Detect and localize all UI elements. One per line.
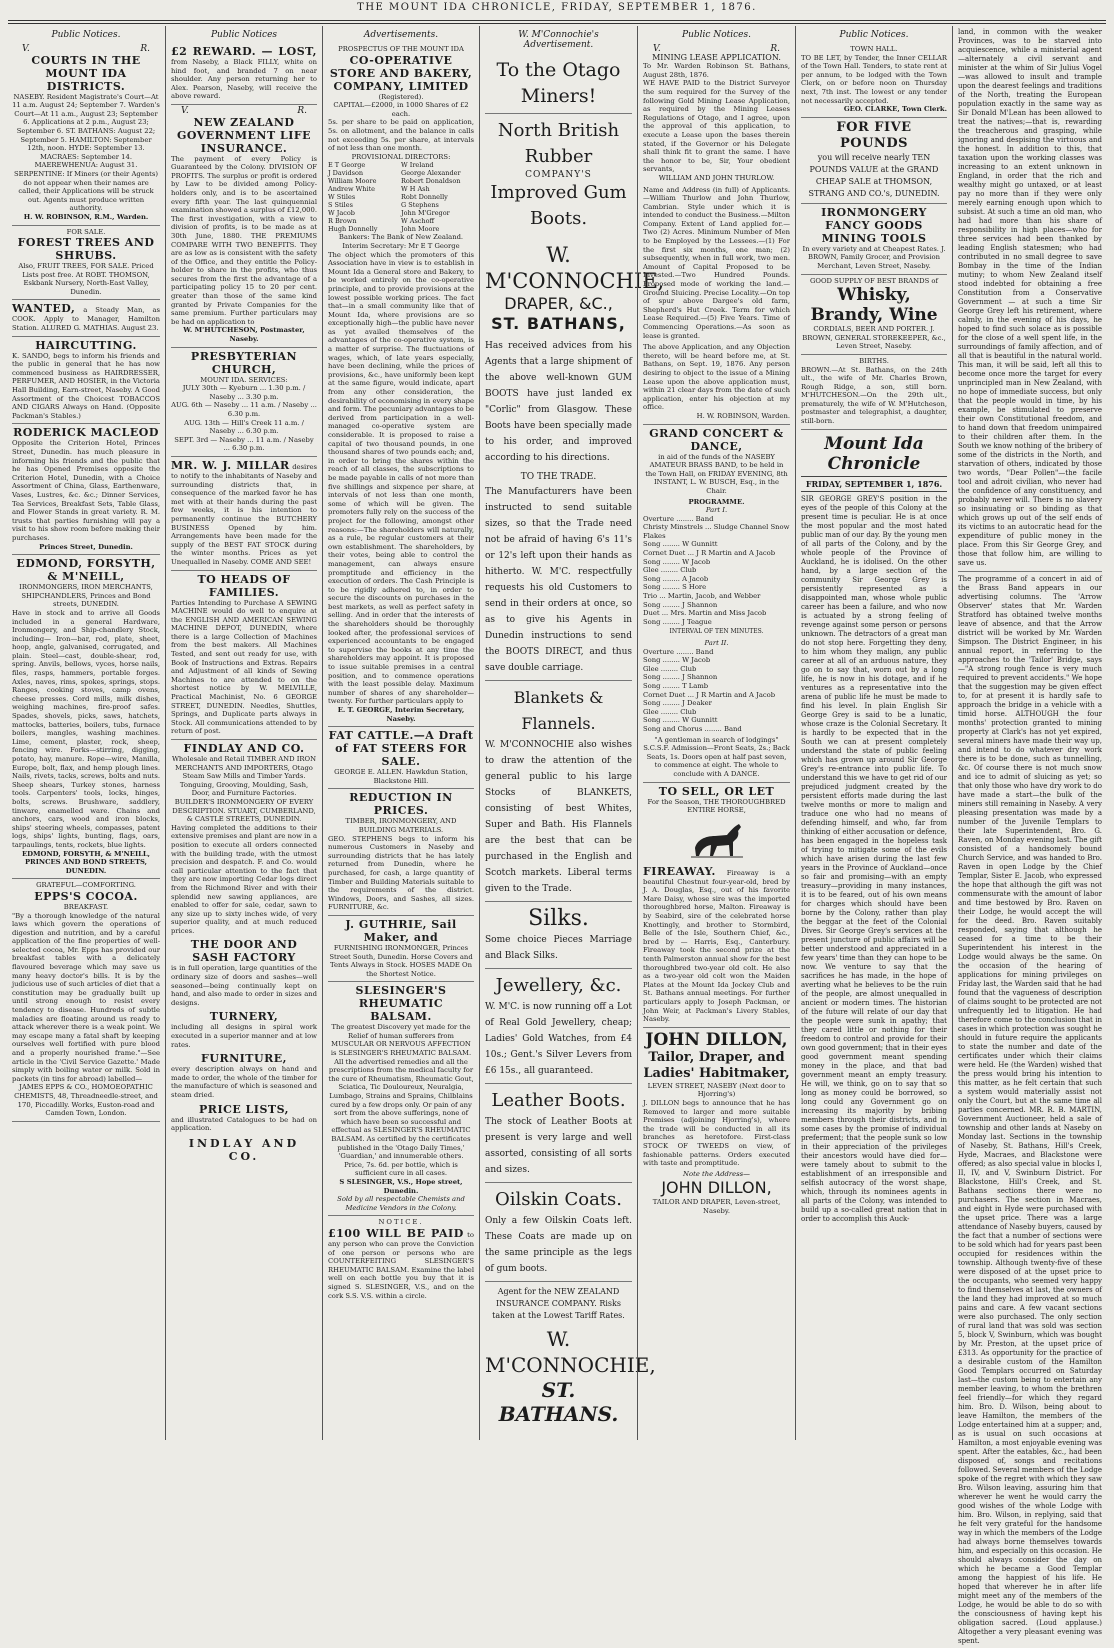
column-divider [795,26,796,1440]
slesinger-body: The greatest Discovery yet made for the Relief of human sufferers from MUSCULAR OR NERVOUS AFFECTION is SLESINGER'S RHEUMATIC BALSAM. All the advertised remedies and all the prescriptions from the medical faculty for the cure of Rheumatism, Rheumatic Gout, Sciatica, Tic Douloureux, Neuralgia, Lumbago, Strains and Sprains, Chilblains cured by a few drops only. Or pain of any sort from the above sufferings, none of which have been so successful and effectual as SLESINGER'S RHEUMATIC BALSAM. As certified by the certificates published in the 'Otago Daily Times,' 'Guardian,' and innumerable others. Price, 7s. 6d. per bottle, which is sufficient cure in all cases. [328,1023,474,1178]
column-1 [8,26,164,1440]
vr-right: R. [297,105,307,116]
townhall-body: TO BE LET, by Tender, the Inner CELLAR of the Town Hall. Tenders, to state rent at per annum, to be lodged with the Town Clerk, on or before noon on Thursday next, 7th inst. The lowest or any tender not necessarily accepted. [801,53,947,105]
nz-title: NEW ZEALAND GOVERNMENT LIFE INSURANCE. [176,115,312,155]
directors-list [328,161,474,233]
forest-body: Also, FRUIT TREES, FOR SALE. Priced Lists post free. At ROBT. THOMSON, Eskbank Nursery, North-East Valley, Dunedin. [18,262,154,296]
oilskin-title: Oilskin Coats. [494,1189,623,1210]
director-name: E T George [328,161,366,170]
silks-text: Some choice Pieces Marriage and Black Silks. [485,935,632,961]
furniture-title: FURNITURE, [201,1052,287,1066]
wanted-body: a Steady Man, as COOK. Apply to Manager, Hamilton Station. ALURED G. MATHIAS. August 23. [12,306,160,333]
mining-sign: WILLIAM AND JOHN THURLOW. [658,173,775,182]
director-name: G Stephens [401,201,439,210]
director-name: George Alexander [401,169,461,178]
masthead: THE MOUNT IDA CHRONICLE, FRIDAY, SEPTEMBER 1, 1876. [357,2,757,13]
sell-sub: For the Season, THE THOROUGHBRED ENTIRE HORSE, [647,797,786,815]
column-header: Public Notices. [51,30,121,40]
prices-title: PRICE LISTS, [199,1102,289,1116]
programme: PROGRAMME. [688,497,745,506]
programme-item: Song ........ J Teague [643,617,712,626]
reduction-sub: TIMBER, IRONMONGERY, AND BUILDING MATERIALS. [345,817,457,834]
mining-to: To Mr. Warden Robinson St. Bathans, August 28th, 1876. [643,62,790,79]
edmond-body: Have in stock and to arrive all Goods included in a general Hardware, Ironmongery, and Ship-chandlery Stock, including— Iron—bar, rod, plate, sheet, hoop, angle, galvanised, corrugated, and plain. Steel—cast, double-shear, rod, spring. Anvils, bellows, vyces, horse nails, files, rasps, hammers, portable forges. Axles, naves, rims, spokes, springs, stops. Ranges, cooking stoves, camp ovens, cheese presses. Cord mills, milk dishes, weighing machines, fire-proof safes. Spades, shovels, picks, saws, hatchets, mattocks, batteries, boilers, tubs, furnace boilers, mangles, washing machines. Lime, cement, plaster, rock, sheep, fencing wire. Forks—stirring, digging, potato, hay, manure. Rope—wire, Manilla, Europe, bolt, flax, and hemp plough lines. Nails, rivets, tacks, screws, bolts and nuts. Sheep shears, Turkey stones, harness tools. Carpenters' tools, locks, hinges, bolts, screws. Brushware, saddlery, tinware, enamelled ware. Chains and anchors, cars, wood and iron blocks, ships' steering wheels, compasses, patent logs, ships' lights, bunting, flags, oars, tarpaulings, tents, rockets, blue lights. [12,608,160,849]
masthead-rule [8,20,1106,21]
guthrie-title: J. GUTHRIE, Sail Maker, and [345,917,457,944]
column-header: Public Notices. [839,30,909,40]
church-row: AUG. 13th — Hill's Creek 11 a.m. / Naseby ... 6.30 p.m. [184,418,304,436]
families-title: TO HEADS OF FAMILIES. [197,572,291,599]
prices-body: and illustrated Catalogues to be had on application. [171,1115,317,1133]
director-name: Robt Donnelly [401,193,448,202]
interval: INTERVAL OF TEN MINUTES. [669,628,764,636]
fat-title: FAT CATTLE.—A Draft of FAT STEERS FOR SALE. [328,729,474,769]
church-sub: MOUNT IDA. SERVICES: [200,375,288,384]
millar-title: MR. W. J. MILLAR [171,458,290,472]
concert-title: GRAND CONCERT & DANCE, [649,426,784,453]
part-1: Part I. [705,506,728,515]
director-name: Hugh Donnelly [328,225,378,234]
concert-sub: in aid of the funds of the NASEBY AMATEUR BRASS BAND, to be held in the Town Hall, on FRIDAY EVENING, 8th INSTANT, L. W. BUSCH, Esq., in the Chair. [645,452,788,495]
coop-title: CO-OPERATIVE STORE AND BAKERY, COMPANY, LIMITED [329,53,473,93]
programme-item: Glee ........ Club [643,664,697,673]
courts-sign: H. W. ROBINSON, R.M., Warden. [23,212,149,221]
local-news: The programme of a concert in aid of the Brass Band appears in our advertising columns. The 'Arrow Observer' states that Mr. Warden Stratford has obtained twelve months leave of absence, and that the Arrow district will be worked by Mr. Warden Simpson. The District Engineer, in his annual report, in referring to the approaches to the 'Tailor' Bridge, says—"A strong rough fence is very much required to prevent accidents." We hope that the suggestion may be given effect to, for at present it is hardly safe to approach the bridge in a vehicle with a timid horse. ALTHOUGH the four months' protection granted to mining property at Clark's has not yet expired, several miners have made their way up, and intend to do whatever dry work there is to be done, such as tunnelling, &c. Of course there is not much snow and ice to admit of sluicing as yet; so that only those who have dry work to do have made a start—the bulk of the miners still remaining in Naseby. A very pleasing presentation was made by a number of the Juvenile Templars to their late Superintendent, Bro. G. Raven, on Monday evening last. The gift consisted of a handsomely bound Church Service, and was handed to Bro. Raven in open Lodge by the Chief Templar, Sister E. Jacob, who expressed the hope that although the gift was not commensurate with the amount of labor and time bestowed by Bro. Raven on their Lodge, he would accept the will for the deed. Bro. Raven suitably responded, saying that although he ceased for a time to be their Superintendent his interest in the Lodge would always be the same. On the occasion of the hearing of applications for mining privileges on Friday last, the Warden said that he had found that the vagueness of description of claims sought to be protected are not unfrequently led to litigation. He had therefore come to the conclusion that in cases in which protection was sought he should in future require the applicants to state the number and date of the certificates under which their claims were held. He (the Warden) wished that the press would bring his intention to this matter, as he felt certain that such a system would materially assist not only the Court, but at the same time all parties concerned. MR. R. B. MARTIN, Government Auctioneer, held a sale of township and other lands at Naseby on Monday last. Sections in the township of Naseby, St. Bathans, Hill's Creek, Hyde, Macraes, and Blackstone were offered; as also special value in blocks I, II, IV, and V, Swinburn District. For Blackstone, Hill's Creek, and St. Bathans sections there were no purchasers. The section in Macraes, and eight in Hyde were purchased with the upset price. There was a large attendance of Naseby buyers, caused by the fact that a number of sections were to be sold which had for years past been occupied for residences within the township. Although twenty-five of these were disposed of at the upset price to the occupants, who seemed very happy to find themselves at last, the owners of the land they had improved at so much pains and care. A few vacant sections were also purchased. The only section of rural land that was sold was section 5, block V, Swinburn, which was bought by Mr. Preston, at the upset price of £313. As opportunity for the practice of a desirable custom of the Hamilton Good Templars occurred on Saturday last—the custom being to entertain any member leaving, to whom the brethren feel friendly—for which they regard him. Bro. D. Wilson, being about to leave Hamilton, the members of the Lodge entertained him at a supper; and, as is usual on such occasions at Hamilton, a most enjoyable evening was spent. After the eatables, &c., had been disposed of, songs and recitations followed. Several members of the Lodge spoke of the regret with which they saw Bro. Wilson leaving, assuring him that wherever he went he would carry the good wishes of the whole Lodge with him. Bro. Wilson, in replying, said that he felt very grateful for the handsome way in which the members of the Lodge had always borne themselves towards him, and especially on this occasion. He should always consider the day on which he became a Good Templar among the happiest of his life. He hoped that wherever he in after life might meet any of the members of the Lodge, he would be able to do so with the consciousness of having kept his obligation sacred. (Loud applause.) Altogether a very pleasant evening was spent. [958,575,1103,1645]
director-name: John Moore [401,225,440,234]
turnery-title: TURNERY, [209,1010,279,1024]
findlay-body2: Having completed the additions to their extensive premises and plant are now in a position to execute all orders connected with the building trade, with the utmost precision and despatch. F. and Co. would call particular attention to the fact that they are now importing Cedar logs direct from the Richmond River and with their splendid new sawing appliances, are enabled to offer for sale, cedar, sawn to any size up to sixty inches wide, of very superior quality, and at much reduced prices. [171,823,317,935]
courts-body: NASEBY. Resident Magistrate's Court—At 11 a.m. August 24; September 7. Warden's Court—At 11 a.m., August 23; September 6. Applications at 2 p.m., August 23; September 6. ST. BATHANS: August 22; September 5. HAMILTON: September 12th, noon. HYDE: September 13. MACRAES: September 14. MAEREWHENUA: August 31. SERPENTINE: If Miners (or their Agents) do not appear when their names are called, their Applications will be struck out. Agents must produce written authority. [12,92,160,213]
programme-item: Song ........ W Gunnitt [643,540,718,549]
director-name: Robert Donaldson [401,177,461,186]
slesinger-title: SLESINGER'S RHEUMATIC BALSAM. [355,984,447,1024]
notice-body: to any person who can prove the Conviction of one person or persons who are COUNTERFEITING SLESINGER'S RHEUMATIC BALSAM. Examine the label well on each bottle you buy that it is signed S. SLESINGER, V.S., and on the cork S.S. V.S. within a circle. [328,1230,474,1300]
column-header: W. M'Connochie's Advertisement. [518,30,599,50]
edmond-sub: IRONMONGERS, IRON MERCHANTS, SHIPCHANDLERS, Princes and Bond streets, DUNEDIN. [19,583,153,609]
jewellery-text: W. M'C. is now running off a Lot of Real Gold Jewellery, cheap; Ladies' Gold Watches, from £4 10s.; Gent.'s Silver Levers from £6 15s., all guaranteed. [485,1002,632,1076]
church-row: AUG. 6th — Naseby ... 11 a.m. / Naseby ... 6.30 p.m. [171,401,317,418]
leather-title: Leather Boots. [491,1090,626,1111]
draper: DRAPER, &C., [504,294,613,313]
director-name: W H Ash [401,185,430,194]
furniture-body: every description always on hand and made to order, the whole of the timber for the manufacture of which is seasoned and steam dried. [171,1065,317,1099]
horse-illustration [687,818,747,862]
dillon-foot: JOHN DILLON, [661,1178,772,1198]
programme-item: Song ........ W Jacob [643,656,711,665]
epps-pre: GRATEFUL—COMFORTING. [36,881,136,890]
nbr-line-2: COMPANY'S [525,170,592,180]
paper-title: Mount Ida Chronicle [824,433,924,474]
editorial: SIR GEORGE GREY'S position in the eyes of the people of this Colony at the present time is peculiar. He is at once the most popular and the most hated public man of our day. By the young men of all parts of the Colony, and by the whole people of the Province of Auckland, he is idolised. On the other hand, by a large section of the community Sir George Grey is persistently represented as a disappointed man, whose whole public career has been a failure, and who now is actuated by a strong feeling of revenge against some person or persons unknown. The detractors of a great man do not stop here. Forgetting they deny, to him whom they malign, any public career at all of an arduous nature, they go on to say that, worn out by a long life, he is now in his dotage, and if he ventures as a representative into the arena of public life he must be made to find his level. In plain English Sir George Grey is said to be a lunatic, whose craze is the Colonial Secretary. It is hardly to be expected that in the South we can at present completely understand the state of public feeling which has grown up around Sir George Grey's re-entrance into public life. To understand this we have to get rid of our prejudiced judgment created by the persistent efforts made during the last twelve months or more to malign and traduce one who had no means of defending himself, and who, far from thinking of either accusation or defence, has been engaged in the hopeless task of trying to mitigate some of the evils which have arisen during the last few years in the Province of Auckland—once so fair and promising—with an empty treasury—providing in many instances, it is to be feared, out of his own means for charges which should have been borne by the Colony, rather than play the beggar at the feet of the Colonial Dives. Sir George Grey's services at the present juncture of public affairs will be better understood and appreciated in a few years' time than they can hope to be now. We venture to say that the sacrifices he has made, in the hope of averting what he believes to be the ruin of the people, are almost unequalled in ancient or modern times. The historian of the future will relate of our day that the people were sunk in apathy; that they cared little or nothing for their freedom to control and provide for their own good government; that in their eyes good government meant spending money in the place, and that bad government meant an empty treasury. He will, we think, go on to say that so long as money could be borrowed, so long could any Government go on increasing its majority by bribing members through their districts, and in some cases by the promise of individual preferment; that the people sunk so low in their appreciation of the privileges their ancestors would have died for—were tamely about to submit to the establishment of an irresponsible and selfish autocracy of the worst shape, which, through its nominees agents in all parts of the Colony, was intended to build up a so-called great nation that in order to accomplish this Auck- [801,494,947,1223]
nz-body: The payment of every Policy is Guaranteed by the Colony. DIVISION OF PROFITS. The surplus or profit is ordered by Law to be divided among Policy-holders only, and is to be ascertained every fifth year. The last quinquennial examination showed a surplus of £12,000. The first investigation, with a view to division of profits, is to be made as at 30th June, 1880. THE PREMIUMS COMPARE WITH TWO BENEFITS. They are as low as is consistent with the safety of the Office, and they entitle the Policy-holder to share in the profits, who thus secures from the first the advantage of a participating policy 15 to 20 per cent. greater than those of the same kind granted by Private Companies for the same premium. Further particulars may be had on application to [171,154,317,326]
programme-item: Song ........ T Lamb [643,681,709,690]
column-4 [481,26,665,1440]
part-2-list [643,648,790,734]
miners-heading: To the Otago Miners! [496,59,621,107]
st-bathans-2: ST. BATHANS. [498,1378,619,1426]
epps-sign: JAMES EPPS & CO., HOMOEOPATHIC CHEMISTS, 48, Threadneedle-street, and 170, Piccadilly. Works, Euston-road and Camden Town, London. [14,1083,158,1118]
director-name: W Stiles [328,193,356,202]
five-title: FOR FIVE POUNDS [836,119,912,151]
director-name: John M'Gregor [401,209,450,218]
blankets-title: Blankets & Flannels. [513,688,604,733]
column-divider [479,26,480,1440]
church-row: SEPT. 3rd — Naseby ... 11 a.m. / Naseby ... 6.30 p.m. [174,435,314,453]
slesinger-sign: S SLESINGER, V.S., Hope street, Dunedin. [339,1177,463,1195]
reduction-body: GEO. STEPHENS begs to inform his numerous Customers in Naseby and surrounding districts that he has lately returned from Dunedin, where he purchased, for cash, a large quantity of Timber and Building Materials suitable to the requirements of the district. Windows, Doors, and Sashes, all sizes. FURNITURE, &c. [328,834,474,912]
findlay-foot: INDLAY AND CO. [188,1136,300,1163]
silks-title: Silks. [528,906,589,931]
townhall-title: TOWN HALL. [850,45,898,53]
programme-item: Song ........ W Jacob [643,557,711,566]
programme-item: Song ........ J Shannon [643,673,718,682]
hair-body: K. SANDO, begs to inform his friends and the public in general that he has now commenced business as HAIRDRESSER, PERFUMER, AND HOSIER, in the Victoria Hall Building, Earn-street, Naseby. A Good Assortment of the Choicest TOBACCOS AND CIGARS Always on Hand. (Opposite Packman's Stables.) [12,351,160,420]
guthrie-body: FURNISHING IRONMONGER, Princes Street South, Dunedin. Horse Covers and Tents Always in Stock. HOSES MADE On the Shortest Notice. [329,943,473,978]
edmond-sign: EDMOND, FORSYTH, & M'NEILL, PRINCES AND BOND STREETS, DUNEDIN. [21,849,151,875]
column-header: Advertisements. [363,30,439,40]
families-body: Parties Intending to Purchase A SEWING MACHINE would do well to enquire at the ENGLISH AND AMERICAN SEWING MACHINE DEPOT, DUNEDIN, where there is a large Collection of Machines from the best makers. All Machines Tested, and sent out ready for use, with Book of Instructions and Extras. Repairs and Adjustment of all kinds of Sewing Machines to are attended to on the shortest notice by W. MELVILLE, Practical Machinist, No. 6 GEORGE STREET, DUNEDIN. Needles, Shuttles, Springs, and Duplicate parts always in Stock. All communications attended to by return of post. [171,598,317,736]
coop-dir-title: PROVISIONAL DIRECTORS: [351,152,451,161]
vr-left: V. [181,105,189,116]
vr-left: V. [653,44,661,54]
reward-title: £2 REWARD. — LOST, [171,45,317,58]
programme-item: Glee ........ Club [643,707,697,716]
coop-reg: (Registered). [378,92,424,101]
programme-item: Overture ........ Band [643,647,714,656]
macleod-title: RODERICK MACLEOD [13,426,159,440]
births-title: BIRTHS. [859,356,889,365]
boots-text: Has received advices from his Agents that a large shipment of the above well-known GUM BOOTS have just landed ex "Corlic" from Glasgow. These Boots have been specially made to his order, and improved according to his directions. [485,341,632,463]
reduction-title: REDUCTION IN PRICES. [349,791,453,818]
programme-item: Glee ........ Club [643,566,697,575]
column-divider [322,26,323,1440]
trade-text: The Manufacturers have been instructed to send suitable sizes, so that the Trade need not be afraid of having 6's 11's or 12's left upon their hands as hitherto. W. M'C. respectfully requests his old Customers to send in their orders at once, so as to give his Agents in Dunedin instructions to send the BOOTS DIRECT, and thus save double carriage. [485,487,632,673]
oilskin-text: Only a few Oilskin Coats left. These Coats are made up on the same principle as the legs of gum boots. [485,1216,632,1274]
vr-left: V. [22,44,30,54]
coop-capital: CAPITAL—£2000, in 1000 Shares of £2 each. [333,101,469,118]
mcconnochie-name-2: W. M'CONNOCHIE, [485,1327,656,1377]
wanted-title: WANTED, [12,302,76,316]
dillon-sub: Tailor, Draper, and Ladies' Habitmaker, [643,1049,790,1081]
programme-item: Duet ... Mrs. Martin and Miss Jacob [643,609,767,618]
programme-item: Song and Chorus ........ Band [643,724,742,733]
courts-title: COURTS IN THE MOUNT IDA DISTRICTS. [31,53,141,93]
part-1-list [643,515,790,627]
director-name: W Aschoff [401,217,435,226]
epps-body: "By a thorough knowledge of the natural laws which govern the operations of digestion and nutrition, and by a careful application of the fine properties of well-selected cocoa, Mr. Epps has provided our breakfast tables with a delicately flavoured beverage which may save us many heavy doctor's bills. It is by the judicious use of such articles of diet that a constitution may be gradually built up until strong enough to resist every tendency to disease. Hundreds of subtle maladies are floating around us ready to attack wherever there is a weak point. We may escape many a fatal shaft by keeping ourselves well fortified with pure blood and a properly nourished frame."—See article in the 'Civil Service Gazette.' Made simply with boiling water or milk. Sold in packets (in tins for abroad) labelled— [12,911,160,1083]
iron-body: In every variety and at Cheapest Rates. J. BROWN, Family Grocer, and Provision Merchant, Leven Street, Naseby. [802,244,946,270]
mining-title: MINING LEASE APPLICATION. [652,52,781,62]
coop-sign: E. T. GEORGE, Interim Secretary, Naseby. [337,706,465,723]
whisky-pre: GOOD SUPPLY OF BEST BRANDS of [809,276,939,285]
whisky-body: CORDIALS, BEER AND PORTER. J. BROWN, GENERAL STOREKEEPER, &c., Leven Street, Naseby. [802,325,946,351]
findlay-title: FINDLAY AND CO. [183,742,305,755]
paper-date: FRIDAY, SEPTEMBER 1, 1876. [801,476,947,492]
jewellery-title: Jewellery, &c. [495,975,622,996]
dillon-title: JOHN DILLON, [645,1029,788,1050]
slesinger-sold: Sold by all respectable Chemists and Medicine Vendors in the Colony. [337,1195,465,1212]
dillon-note: Note the Address— [683,1169,750,1178]
for-sale: FOR SALE. [66,227,106,236]
epps-title: EPPS'S COCOA. [34,889,138,903]
director-name: S Stiles [328,201,353,210]
mcconnochie-name: W. M'CONNOCHIE, [485,243,665,293]
director-name: R Brown [328,217,357,226]
programme-item: Song ........ A Jacob [643,574,709,583]
part-2: Part II. [704,639,729,647]
blankets-text: W. M'CONNOCHIE also wishes to draw the attention of the general public to his large Stocks of BLANKETS, consisting of best Whites, Super and Bath. His Flannels are the best that can be purchased in the English and Scotch markets. Liberal terms given to the Trade. [485,740,632,894]
turnery-body: including all designs in spiral work executed in a superior manner and at low rates. [171,1023,317,1049]
nbr-line-1: North British Rubber [497,120,620,167]
edmond-title: EDMOND, FORSYTH, & M'NEILL, [16,557,156,584]
column-divider [165,26,166,1440]
fireaway-title: FIREAWAY. [643,864,716,878]
column-5 [639,26,794,1440]
whisky-title: Whisky, Brandy, Wine [810,285,938,326]
trade-title: TO THE TRADE. [520,472,597,482]
concert-foot: "A gentleman in search of lodgings" S.C.S.F. Admission—Front Seats, 2s.; Back Seats, 1s. Doors open at half past seven, to commence at eight. The whole to conclude with A DANCE. [643,735,790,778]
dillon-addr: LEVEN STREET, NASEBY (Next door to Hjorring's) [647,1081,786,1099]
macleod-sign: Princes Street, Dunedin. [39,542,133,551]
fat-sign: GEORGE E. ALLEN. Hawkdun Station, Blackstone Hill. [334,768,468,785]
programme-item: Trio ... Martin, Jacob, and Webber [643,592,761,601]
director-name: William Moore [328,177,377,186]
mining-sign-2: H. W. ROBINSON, Warden. [696,411,790,420]
sell-title: TO SELL, OR LET [658,784,775,798]
epps-sub: BREAKFAST. [63,902,109,911]
agent-text: Agent for the NEW ZEALAND INSURANCE COMPANY. Risks taken at the Lowest Tariff Rates. [492,1287,625,1320]
vr-right: R. [140,44,150,54]
nbr-line-3: Improved Gum Boots. [490,182,627,229]
column-3 [324,26,478,1440]
births-body: BROWN.—At St. Bathans, on the 24th ult., the wife of Mr. Charles Brown, Rough Ridge, a son, still born. M'HUTCHESON.—On the 29th ult., prematurely, the wife of W. M'Hutcheson, postmaster and telegraphist, a daughter, still-born. [801,365,947,426]
vr-right: R. [770,44,780,54]
dillon-body: J. DILLON begs to announce that he has Removed to larger and more suitable Premises (adjoining Hjorring's), where the trade will be conducted in all its branches as heretofore. First-class STOCK OF TWEEDS on view, of fashionable patterns. Orders executed with taste and promptitude. [643,1098,790,1168]
st-bathans: ST. BATHANS, [491,314,626,333]
column-2 [167,26,321,1440]
leather-text: The stock of Leather Boots at present is very large and well assorted, consisting of all sorts and sizes. [485,1117,632,1175]
coop-bank: Bankers: The Bank of New Zealand. Interim Secretary: Mr E T George [338,233,464,250]
fireaway-body: Fireaway is a beautiful Chestnut four-year-old, bred by J. A. Douglas, Esq., out of his favorite Mare Daisy, whose sire was the imported thoroughbred horse, Malton. Fireaway is by Seabird, sire of the celebrated horse Knottingly, and brother to Stormbird, Belle of the Isle, Southern Chief, &c., bred by — Harris, Esq., Canterbury. Fireaway took the second prize at the tenth Palmerston annual show for the best thoroughbred two-year old colt. He also as a two-year old colt won the Maiden Plates at the Mount Ida Jockey Club and St. Bathans annual meetings. For further particulars apply to Joseph Packman, or John Weir, at Packman's Livery Stables, Naseby. [643,868,790,1024]
church-title: PRESBYTERIAN CHURCH, [190,349,298,376]
hair-title: HAIRCUTTING. [35,338,137,352]
findlay-body: Wholesale and Retail TIMBER AND IRON MERCHANTS AND IMPORTERS, Otago Steam Saw Mills and Timber Yards. Tonguing, Grooving, Moulding, Sash, Door, and Furniture Factories. BUILDER'S IRONMONGERY OF EVERY DESCRIPTION. STUART, CUMBERLAND, & CASTLE STREETS, DUNEDIN. [171,755,317,824]
coop-text: The object which the promoters of this Association have in view is to establish in Mount Ida a General store and Bakery, to be worked entirely on the co-operative principle, and to provide provisions at the lowest possible working prices. The fact that—in a small community like that of Mount Ida, where provisions are so exceptionally high—the public have never as yet availed themselves of the advantages of the co-operative system, is a matter of surprise. The fluctuations of wages, which, of late years especially, have been declining, while the prices of provisions, &c., have uniformly been kept at the same figure, would indicate, apart from any other consideration, the desirability of economising in every shape and form. The pecuniary advantages to be derived from participation in a well-managed co-operative system are considerable. It is proposed to raise a capital of two thousand pounds, in one thousand shares of two pounds each; and, in order to bring the shares within the reach of all classes, the subscriptions to be made payable in calls of not more than five shillings and sixpence per share, at intervals of not less than one month, some of which will be given. The promoters fully rely on the success of the project for the following, amongst other reasons:—The shareholders will naturally, as a rule, be regular customers at their own establishment. The shareholders, by their votes, being able to control the management, can always ensure promptitude and efficiency in the execution of orders. The Cash Principle is to be rigidly adhered to, in order to secure the discounts on purchases in the best markets, as well as perfect safety in selling. And in order that the interests of the shareholders should be thoroughly looked after, the professional services of experienced accountants to be engaged to supervise the books at any time the shareholders may appoint. It is proposed to issue suitable premises in a central position, and to commence operations with the least possible delay. Maximum number of shares of any shareholder—twenty. For further particulars apply to [328,250,474,706]
macleod-body: Opposite the Criterion Hotel, Princes Street, Dunedin. has much pleasure in informing his friends and the public that he has Opened Premises opposite the Criterion Hotel, Dunedin, with a Choice Assortment of China, Glass, Earthenware, Vases, Lustres, &c. &c.; Dinner Services, Tea Services, Breakfast Sets, Table Glass, and Flower Stands in great variety. R. M. trusts that parties furnishing will pay a visit to his show room before making their purchases. [12,439,160,542]
five-body: you will receive nearly TEN POUNDS VALUE at the GRAND CHEAP SALE at THOMSON, STRANG AND CO.'s, DUNEDIN. [808,152,940,198]
director-name: W Ireland [401,161,434,170]
mining-note: The above Application, and any Objection thereto, will be heard before me, at St. Bathans, on Sept. 19, 1876. Any person desiring to object to the issue of a Mining Lease upon the above application must, within 21 clear days from the date of such application, enter his objection at my office. [643,343,790,412]
iron-title: IRONMONGERY FANCY GOODS MINING TOOLS [821,205,927,245]
forest-title: FOREST TREES AND SHRUBS. [17,236,155,263]
coop-pre: PROSPECTUS OF THE MOUNT IDA [338,45,464,53]
programme-item: Song ........ J Deaker [643,699,712,708]
mining-body: WE HAVE PAID to the District Surveyor the sum required for the Survey of the following Gold Mining Lease Application, as required by the Mining Leases Regulations of Otago, and I agree, upon the approval of this application, to execute a Lease upon the bases therein stated, if the Governor or his Delegate shall think fit to grant the same. I have the honor to be, Sir, Your obedient servants, [643,79,790,174]
door-title: THE DOOR AND SASH FACTORY [190,938,298,965]
masthead-rule-2 [8,23,1106,24]
dillon-foot-2: TAILOR AND DRAPER, Leven-street, Naseby. [652,1198,781,1215]
programme-item: Cornet Duet ... J R Martin and A Jacob [643,549,776,558]
reward-body: from Naseby, a Black FILLY, white on hind foot, and branded 7 on near shoulder. Any person returning her to Alex. Pearson, Naseby, will receive the above reward. [171,58,317,101]
programme-item: Overture ........ Band [643,514,714,523]
church-row: JULY 30th — Kyeburn ... 1.30 p.m. / Naseby ... 3.30 p.m. [182,384,306,401]
column-6 [797,26,951,1440]
column-divider [637,26,638,1440]
column-header: Public Notices [210,30,278,40]
millar-body: desires to notify to the inhabitants of Naseby and surrounding districts that, in consequence of the marked favor he has met with at their hands during the past few weeks, it is his intention to permanently continue the BUTCHERY BUSINESS Opened by him. Arrangements have been made for the supply of the BEST FAT STOCK during the winter months. Prices as yet Unequalled in Naseby. COME AND SEE! [171,462,317,566]
programme-item: Cornet Duet ... J R Martin and A Jacob [643,690,776,699]
column-7 [954,26,1106,1645]
nz-sign: W. M'HUTCHESON, Postmaster, Naseby. [183,326,305,344]
notice-title: NOTICE. [378,1218,424,1227]
column-header: Public Notices. [682,30,751,40]
door-body: is in full operation, large quantities of the ordinary size of doors and sashes—well seasoned—being continually kept on hand, and also made to order in sizes and designs. [171,964,317,1007]
mining-details: Name and Address (in full) of Applicants.—William Thurlow and John Thurlow, Cambrian. Style under which it is intended to conduct the Business.—Milton Company. Extent of Land applied for.—Two (2) Acres. Minimum Number of Men to be Employed by the Lessees.—(1) For the first six months, one man; (2) subsequently, when in full work, two men. Amount of Capital Proposed to be Invested.—Two Hundred Pounds. Proposed mode of working the land.—Ground Sluicing. Precise Locality.—On top of spur above Dargee's old farm, Shepherd's Hut Creek. Term for which Lease Required.—(5) Five Years. Time of Commencing Operations.—As soon as lease is granted. [643,185,790,340]
director-name: Andrew White [328,185,376,194]
director-name: W Jacob [328,209,355,218]
editorial-continued: land, in common with the weaker Provinces, was to be starved into acquiescence, while a ministerial agent—alternately a civil servant and minister at the whim of Sir Julius Vogel—was allowed to insult and trample upon the dearest feelings and traditions of the North, treating the European population exactly in the same way as Sir Donald M'Lean has been allowed to treat the natives;—that is, rewarding the treacherous and grasping, while ignoring and despising the virtuous and the honest. In addition to this, that taxation upon the working classes was increasing to an extent unknown in England, in order that the rich and wealthy might go untaxed, or at least pay no more than if they were only merely earning enough upon which to subsist. At such a time an old man, who had had more than his share of responsibility in high places—who for three services had been thanked by leading English statesmen; who had contributed in no small degree to save Bombay in the time of the Indian mutiny; to whom New Zealand itself stood indebted for obtaining a free Constitution from a Conservative Government — at such a time Sir George Grey left his retirement, where calmly, in the evening of his days, he hoped to find such solace as is possible for the close of a well spent life, in the surroundings of family affection, and of all that is beautiful in the natural world. This man, it will be said, left all this to become once more the target for every unprincipled man in New Zealand, with no hope of immediate success, but only that the people would in time, by his example, be stimulated to preserve their own Constitutional freedom, and to hand down that freedom unimpaired to their children after them. In the South we know nothing of the bribery of some of the districts in the North, and starvation of others, indicated by those two words, "Dear Pollen"—the facile tool and adroit civilian, who never had the confidence of any constituency, and probably never will. There is no slavery so insinuating or so binding as that which grows up out of the self ends of its victims to an autocratic head for the expenditure of public money in the place. From this Sir George Grey, and those that follow him, are willing to save us. [958,28,1102,567]
programme-item: Song ........ S Hore [643,583,707,592]
column-divider [952,26,953,1440]
programme-item: Song ........ W Gunnitt [643,716,718,725]
programme-item: Christy Minstrels ... Sludge Channel Snow Flakes [643,523,790,540]
notice-head: £100 WILL BE PAID [328,1226,464,1240]
townhall-sign: GEO. CLARKE, Town Clerk. [843,105,947,114]
columns [8,26,1106,1645]
programme-item: Song ........ J Shannon [643,600,718,609]
coop-body: 5s. per share to be paid on application, 5s. on allotment, and the balance in calls not exceeding 5s. per share, at intervals of not less than one month. [328,118,474,153]
director-name: J Davidson [328,169,364,178]
